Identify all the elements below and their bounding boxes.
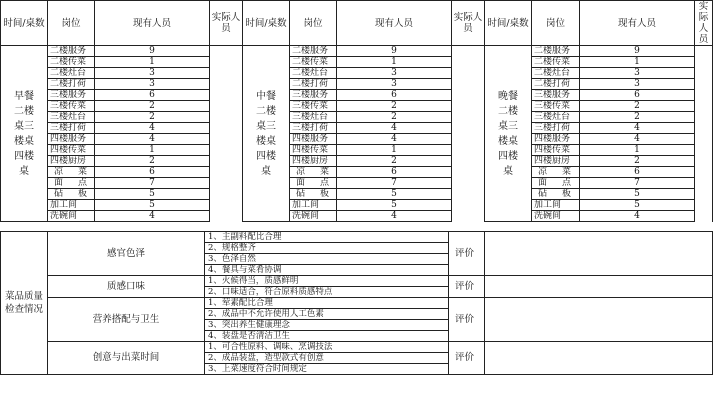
header-time-table: 时间/桌数 [243, 1, 290, 46]
staff-count-cell: 2 [95, 156, 210, 167]
actual-staff-cell [695, 46, 713, 57]
meal-cell: 晚餐二楼桌三楼桌四楼桌 [485, 46, 532, 222]
header-current-staff: 现有人员 [337, 1, 452, 46]
staff-count-cell: 5 [337, 189, 452, 200]
criteria-row [1, 276, 713, 287]
actual-staff-cell [210, 101, 243, 112]
post-cell: 二楼打荷 [532, 79, 580, 90]
staff-count-cell: 2 [95, 112, 210, 123]
staff-count-cell: 5 [337, 200, 452, 211]
criteria-item: 2、成品装盘，造型款式有创意 [205, 353, 449, 364]
post-cell: 二楼传菜 [532, 57, 580, 68]
table-row [1, 112, 713, 123]
evaluate-input-cell [485, 232, 713, 276]
post-cell: 凉 菜 [290, 167, 337, 178]
post-cell: 二楼灶台 [48, 68, 95, 79]
staff-count-cell: 1 [580, 57, 695, 68]
actual-staff-cell [452, 200, 485, 211]
staff-count-cell: 3 [580, 68, 695, 79]
actual-staff-cell [452, 178, 485, 189]
staff-count-cell: 3 [580, 79, 695, 90]
post-cell: 面 点 [532, 178, 580, 189]
staff-count-cell: 2 [337, 156, 452, 167]
criteria-item: 2、口味适合，符合原料质感特点 [205, 287, 449, 298]
header-time-table: 时间/桌数 [1, 1, 48, 46]
actual-staff-cell [695, 134, 713, 145]
post-cell: 三楼灶台 [48, 112, 95, 123]
actual-staff-cell [695, 57, 713, 68]
category-name: 质感口味 [48, 276, 205, 298]
post-cell: 凉 菜 [48, 167, 95, 178]
actual-staff-cell [452, 211, 485, 222]
staff-count-cell: 9 [95, 46, 210, 57]
staff-count-cell: 6 [580, 90, 695, 101]
staff-count-cell: 2 [337, 112, 452, 123]
actual-staff-cell [210, 200, 243, 211]
post-cell: 三楼传菜 [532, 101, 580, 112]
actual-staff-cell [210, 167, 243, 178]
post-cell: 二楼灶台 [532, 68, 580, 79]
post-cell: 二楼服务 [532, 46, 580, 57]
actual-staff-cell [452, 79, 485, 90]
post-cell: 三楼打荷 [48, 123, 95, 134]
post-cell: 二楼传菜 [290, 57, 337, 68]
evaluate-label: 评价 [449, 342, 485, 375]
staff-count-cell: 6 [580, 167, 695, 178]
post-cell: 三楼传菜 [48, 101, 95, 112]
staff-count-cell: 2 [95, 101, 210, 112]
post-cell: 三楼打荷 [290, 123, 337, 134]
evaluate-input-cell [485, 298, 713, 342]
post-cell: 二楼打荷 [48, 79, 95, 90]
actual-staff-cell [210, 189, 243, 200]
post-cell: 加工间 [532, 200, 580, 211]
header-actual-staff: 实际人员 [695, 1, 713, 46]
header-actual-staff: 实际人员 [452, 1, 485, 46]
post-cell: 三楼服务 [532, 90, 580, 101]
staff-count-cell: 3 [337, 68, 452, 79]
table-row [1, 134, 713, 145]
post-cell: 四楼服务 [532, 134, 580, 145]
staff-count-cell: 4 [95, 211, 210, 222]
table-row [1, 167, 713, 178]
post-cell: 砧 板 [48, 189, 95, 200]
staff-count-cell: 4 [95, 134, 210, 145]
actual-staff-cell [695, 189, 713, 200]
post-cell: 二楼服务 [290, 46, 337, 57]
staff-count-cell: 2 [580, 101, 695, 112]
table-row [1, 46, 713, 57]
staff-count-cell: 5 [95, 189, 210, 200]
evaluate-label: 评价 [449, 298, 485, 342]
post-cell: 二楼打荷 [290, 79, 337, 90]
staff-count-cell: 7 [337, 178, 452, 189]
staff-count-cell: 9 [580, 46, 695, 57]
actual-staff-cell [210, 156, 243, 167]
post-cell: 二楼灶台 [290, 68, 337, 79]
staff-count-cell: 2 [580, 112, 695, 123]
table-row [1, 178, 713, 189]
post-cell: 四楼厨房 [48, 156, 95, 167]
actual-staff-cell [695, 112, 713, 123]
actual-staff-cell [452, 101, 485, 112]
post-cell: 砧 板 [532, 189, 580, 200]
actual-staff-cell [210, 123, 243, 134]
post-cell: 四楼服务 [290, 134, 337, 145]
post-cell: 洗碗间 [532, 211, 580, 222]
quality-title: 菜品质量检查情况 [1, 232, 48, 375]
actual-staff-cell [695, 79, 713, 90]
staff-count-cell: 5 [580, 200, 695, 211]
staff-count-cell: 6 [95, 90, 210, 101]
actual-staff-cell [210, 134, 243, 145]
evaluate-input-cell [485, 276, 713, 298]
criteria-item: 3、上菜速度符合时间规定 [205, 364, 449, 375]
table-row [1, 189, 713, 200]
actual-staff-cell [452, 90, 485, 101]
staff-count-cell: 9 [337, 46, 452, 57]
post-cell: 四楼传菜 [532, 145, 580, 156]
staff-count-cell: 1 [580, 145, 695, 156]
actual-staff-cell [452, 68, 485, 79]
actual-staff-cell [452, 189, 485, 200]
staff-count-cell: 3 [95, 79, 210, 90]
criteria-row [1, 232, 713, 243]
evaluate-label: 评价 [449, 276, 485, 298]
staff-count-cell: 5 [95, 200, 210, 211]
post-cell: 面 点 [290, 178, 337, 189]
staff-count-cell: 4 [580, 123, 695, 134]
table-row [1, 68, 713, 79]
staff-count-cell: 1 [337, 57, 452, 68]
post-cell: 三楼打荷 [532, 123, 580, 134]
staff-count-cell: 7 [580, 178, 695, 189]
actual-staff-cell [452, 46, 485, 57]
actual-staff-cell [452, 145, 485, 156]
actual-staff-cell [452, 167, 485, 178]
post-cell: 三楼传菜 [290, 101, 337, 112]
table-row [1, 145, 713, 156]
staff-count-cell: 6 [337, 167, 452, 178]
post-cell: 二楼传菜 [48, 57, 95, 68]
actual-staff-cell [695, 123, 713, 134]
criteria-row [1, 298, 713, 309]
header-row [1, 1, 713, 46]
actual-staff-cell [452, 156, 485, 167]
post-cell: 二楼服务 [48, 46, 95, 57]
actual-staff-cell [452, 123, 485, 134]
table-row [1, 211, 713, 222]
actual-staff-cell [695, 211, 713, 222]
criteria-item: 3、色泽自然 [205, 254, 449, 265]
staff-count-cell: 1 [337, 145, 452, 156]
post-cell: 洗碗间 [290, 211, 337, 222]
evaluate-input-cell [485, 342, 713, 375]
post-cell: 三楼灶台 [290, 112, 337, 123]
dish-quality-table [0, 231, 713, 375]
meal-cell: 早餐二楼桌三楼桌四楼桌 [1, 46, 48, 222]
post-cell: 四楼厨房 [532, 156, 580, 167]
actual-staff-cell [210, 211, 243, 222]
staff-count-cell: 6 [337, 90, 452, 101]
header-time-table: 时间/桌数 [485, 1, 532, 46]
post-cell: 四楼服务 [48, 134, 95, 145]
table-row [1, 57, 713, 68]
header-actual-staff: 实际人员 [210, 1, 243, 46]
actual-staff-cell [695, 145, 713, 156]
table-row [1, 200, 713, 211]
actual-staff-cell [210, 57, 243, 68]
post-cell: 凉 菜 [532, 167, 580, 178]
criteria-item: 2、成品中不允许使用人工色素 [205, 309, 449, 320]
actual-staff-cell [695, 178, 713, 189]
actual-staff-cell [452, 134, 485, 145]
criteria-item: 1、火候得当，质感鲜明 [205, 276, 449, 287]
category-name: 营养搭配与卫生 [48, 298, 205, 342]
staff-count-cell: 1 [95, 57, 210, 68]
post-cell: 加工间 [290, 200, 337, 211]
post-cell: 洗碗间 [48, 211, 95, 222]
staff-count-cell: 5 [580, 189, 695, 200]
post-cell: 加工间 [48, 200, 95, 211]
post-cell: 三楼服务 [290, 90, 337, 101]
evaluate-label: 评价 [449, 232, 485, 276]
post-cell: 砧 板 [290, 189, 337, 200]
staff-count-cell: 3 [337, 79, 452, 90]
actual-staff-cell [695, 101, 713, 112]
staff-count-cell: 6 [95, 167, 210, 178]
staff-count-cell: 2 [580, 156, 695, 167]
meal-cell: 中餐二楼桌三楼桌四楼桌 [243, 46, 290, 222]
staff-count-cell: 4 [95, 123, 210, 134]
post-cell: 三楼灶台 [532, 112, 580, 123]
staff-count-cell: 7 [95, 178, 210, 189]
actual-staff-cell [695, 156, 713, 167]
actual-staff-cell [210, 46, 243, 57]
table-row [1, 90, 713, 101]
actual-staff-cell [210, 90, 243, 101]
criteria-item: 4、装盘是否清洁卫生 [205, 331, 449, 342]
post-cell: 四楼传菜 [48, 145, 95, 156]
criteria-item: 4、餐具与菜肴协调 [205, 265, 449, 276]
table-row [1, 101, 713, 112]
criteria-item: 2、规格整齐 [205, 243, 449, 254]
actual-staff-cell [452, 57, 485, 68]
staff-count-cell: 3 [95, 68, 210, 79]
header-post: 岗位 [48, 1, 95, 46]
category-name: 创意与出菜时间 [48, 342, 205, 375]
header-post: 岗位 [290, 1, 337, 46]
actual-staff-cell [210, 68, 243, 79]
staff-count-cell: 4 [337, 134, 452, 145]
staff-count-cell: 4 [580, 134, 695, 145]
actual-staff-cell [695, 90, 713, 101]
criteria-item: 1、可合性原料、调味、烹调技法 [205, 342, 449, 353]
post-cell: 三楼服务 [48, 90, 95, 101]
actual-staff-cell [210, 145, 243, 156]
table-row [1, 79, 713, 90]
criteria-item: 3、突出养生健康理念 [205, 320, 449, 331]
category-name: 感官色泽 [48, 232, 205, 276]
header-current-staff: 现有人员 [580, 1, 695, 46]
actual-staff-cell [452, 112, 485, 123]
actual-staff-cell [210, 79, 243, 90]
post-cell: 四楼厨房 [290, 156, 337, 167]
actual-staff-cell [695, 68, 713, 79]
criteria-item: 1、荤素配比合理 [205, 298, 449, 309]
post-cell: 四楼传菜 [290, 145, 337, 156]
header-current-staff: 现有人员 [95, 1, 210, 46]
actual-staff-cell [695, 200, 713, 211]
header-post: 岗位 [532, 1, 580, 46]
criteria-row [1, 342, 713, 353]
staff-count-cell: 1 [95, 145, 210, 156]
table-row [1, 156, 713, 167]
post-cell: 面 点 [48, 178, 95, 189]
actual-staff-cell [210, 112, 243, 123]
staff-count-cell: 4 [580, 211, 695, 222]
table-row [1, 123, 713, 134]
staff-count-cell: 4 [337, 123, 452, 134]
actual-staff-cell [210, 178, 243, 189]
criteria-item: 1、主副料配比合理 [205, 232, 449, 243]
staff-count-cell: 2 [337, 101, 452, 112]
actual-staff-cell [695, 167, 713, 178]
staff-count-cell: 4 [337, 211, 452, 222]
